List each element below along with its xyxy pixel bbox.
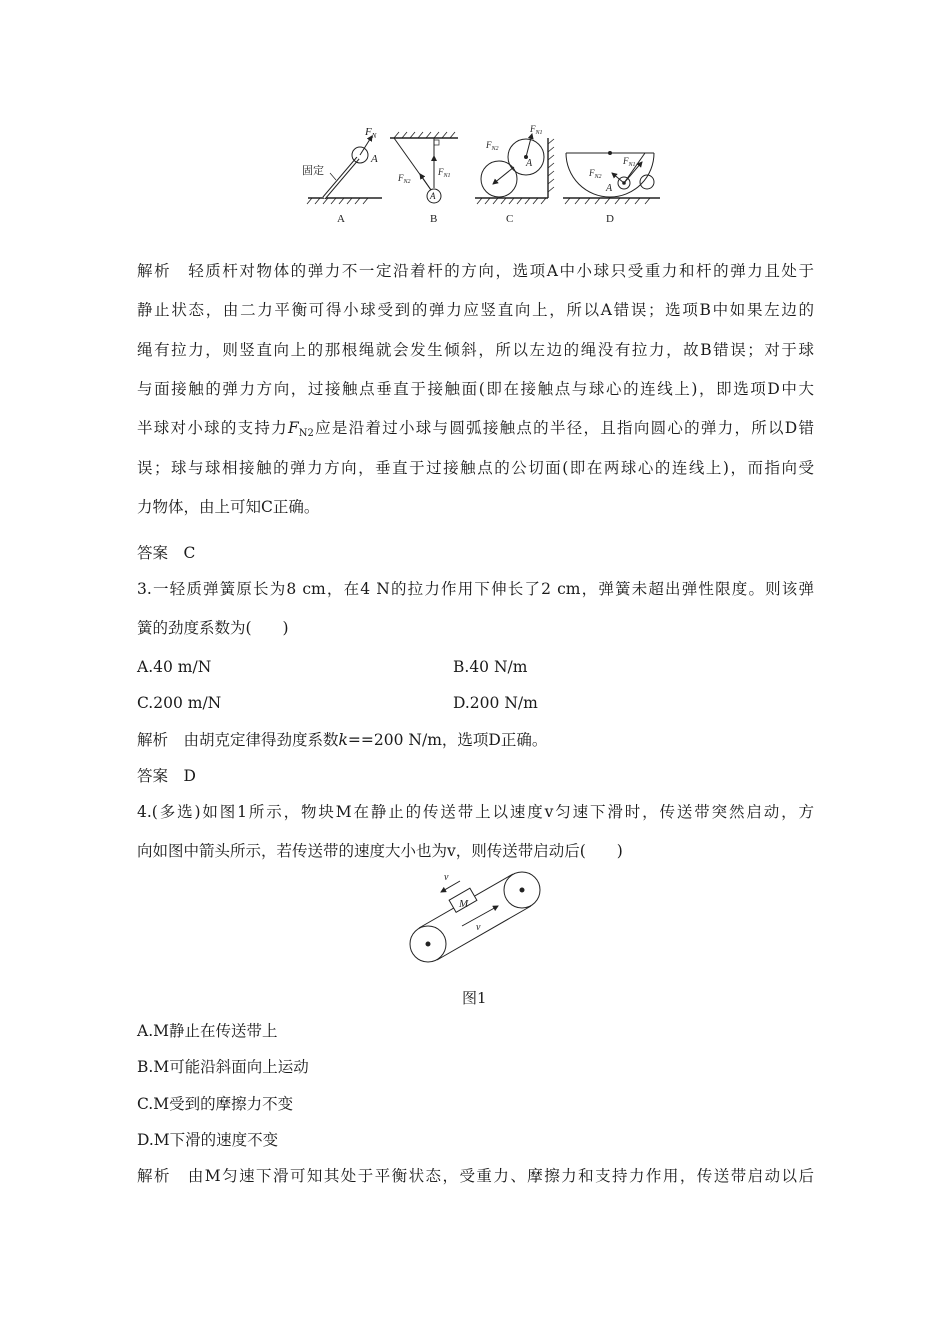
panel-d-caption: D [606, 213, 614, 225]
question-4-option-d: D.M下滑的速度不变 [137, 1131, 279, 1149]
analysis-2-line-5 [137, 418, 814, 444]
panel-a-ball-label: A [371, 153, 378, 165]
panel-c-f1-label: $F_{N1}$ [530, 124, 543, 136]
force-subscript: N2 [298, 428, 314, 439]
question-3-line-2: 簧的劲度系数为( ) [137, 619, 289, 637]
analysis-2-line-3: 绳有拉力，则竖直向上的那根绳就会发生倾斜，所以左边的绳没有拉力，故B错误；对于球 [137, 341, 814, 359]
answer-2: 答案 C [137, 544, 196, 562]
panel-c-f2-label: $F_{N2}$ [486, 140, 499, 152]
analysis-2-line-2: 静止状态，由二力平衡可得小球受到的弹力应竖直向上，所以A错误；选项B中如果左边的 [137, 301, 814, 319]
analysis-2-line-5-after: 应是沿着过小球与圆弧接触点的半径，且指向圆心的弹力，所以D错 [313, 419, 814, 437]
analysis-3 [137, 730, 814, 750]
panel-b-caption: B [430, 213, 438, 225]
panel-c-ball-label: A [526, 158, 533, 169]
force-symbol: F [287, 419, 299, 437]
belt-velocity-label: v [476, 922, 481, 933]
question-3-option-b: B.40 N/m [453, 658, 528, 676]
answer-3: 答案 D [137, 767, 196, 785]
analysis-2-line-7: 力物体，由上可知C正确。 [137, 498, 320, 516]
panel-c-caption: C [506, 213, 514, 225]
panel-d [563, 152, 660, 205]
panel-b-f2-label: $F_{N2}$ [398, 173, 411, 185]
panel-b-f1-label: $F_{N1}$ [438, 167, 451, 179]
question-3-line-1: 3.一轻质弹簧原长为8 cm，在4 N的拉力作用下伸长了2 cm，弹簧未超出弹性限度。则该弹 [137, 580, 814, 598]
panel-b-ball-label: A [430, 191, 436, 201]
question-4-option-b: B.M可能沿斜面向上运动 [137, 1058, 309, 1076]
analysis-2-line-4: 与面接触的弹力方向，过接触点垂直于接触面(即在接触点与球心的连线上)，即选项D中大 [137, 380, 814, 398]
panel-d-f1-label: $F_{N1}$ [623, 156, 636, 168]
panel-d-ball-label: A [606, 183, 613, 194]
block-m-label: M [459, 898, 469, 910]
question-4-line-2: 向如图中箭头所示，若传送带的速度大小也为v，则传送带启动后( ) [137, 842, 623, 860]
question-4-option-c: C.M受到的摩擦力不变 [137, 1095, 294, 1113]
block-velocity-label: v [444, 872, 449, 883]
conveyor-belt-figure [400, 868, 550, 968]
force-diagram-figure [290, 118, 670, 230]
analysis-3-after: ==200 N/m，选项D正确。 [347, 731, 548, 749]
figure-1-caption: 图1 [462, 989, 487, 1007]
analysis-4-line-1: 解析 由M匀速下滑可知其处于平衡状态，受重力、摩擦力和支持力作用，传送带启动以后 [137, 1167, 814, 1185]
panel-a-force-label: $F_N$ [365, 126, 377, 140]
question-4-option-a: A.M静止在传送带上 [137, 1022, 278, 1040]
question-3-option-a: A.40 m/N [137, 658, 212, 676]
analysis-2-line-1: 解析 轻质杆对物体的弹力不一定沿着杆的方向，选项A中小球只受重力和杆的弹力且处于 [137, 262, 814, 280]
question-4-line-1: 4.(多选)如图1所示，物块M在静止的传送带上以速度v匀速下滑时，传送带突然启动，方 [137, 803, 814, 821]
panel-b [390, 132, 458, 203]
panel-a-caption: A [337, 213, 345, 225]
analysis-3-before: 解析 由胡克定律得劲度系数 [137, 731, 339, 749]
spring-constant-symbol: k [338, 731, 348, 749]
analysis-2-line-6: 误；球与球相接触的弹力方向，垂直于过接触点的公切面(即在两球心的连线上)，而指向受 [137, 459, 814, 477]
question-3-option-c: C.200 m/N [137, 694, 222, 712]
panel-d-f2-label: $F_{N2}$ [589, 168, 602, 180]
panel-a-fixed-label: 固定 [302, 165, 324, 177]
question-3-option-d: D.200 N/m [453, 694, 538, 712]
analysis-2-line-5-before: 半球对小球的支持力 [137, 419, 288, 437]
